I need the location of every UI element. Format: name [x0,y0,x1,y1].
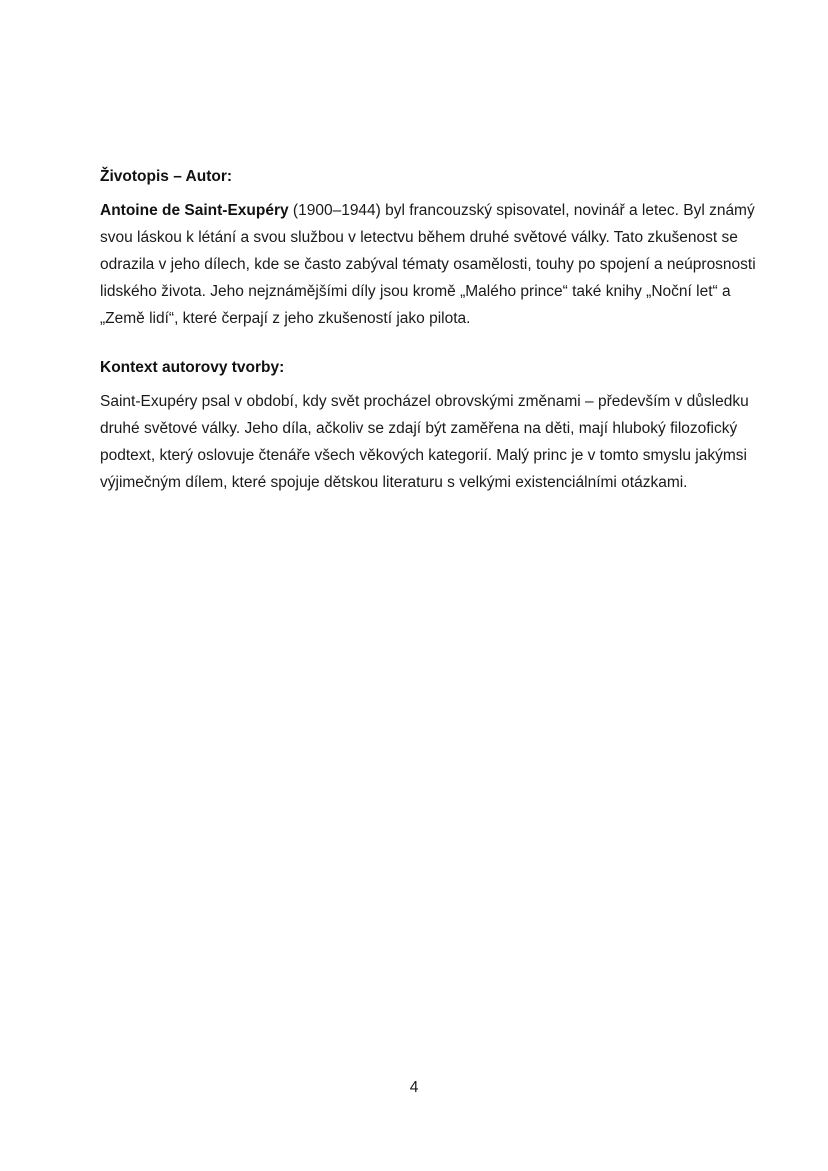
author-bio-text: (1900–1944) byl francouzský spisovatel, novinář a letec. Byl známý svou láskou k létání a svou službou v letectvu během druhé světové války. Tato zkušenost se odrazila v jeho dílech, kde se často zabýval tématy osamělosti, touhy po spojení a neúprosnosti lidského života. Jeho nejznámějšími díly jsou kromě „Malého prince“ také knihy „Noční let“ a „Země lidí“, které čerpají z jeho zkušeností jako pilota. [100,202,756,327]
paragraph-context: Saint-Exupéry psal v období, kdy svět procházel obrovskými změnami – především v důsledku druhé světové války. Jeho díla, ačkoliv se zdají být zaměřena na děti, mají hluboký filozofický podtext, který oslovuje čtenáře všech věkových kategorií. Malý princ je v tomto smyslu jakýmsi výjimečným dílem, které spojuje dětskou literaturu s velkými existenciálními otázkami. [100,393,749,491]
heading-zivotopis-autor: Životopis – Autor: [100,168,233,185]
document-body [100,163,768,518]
heading-kontext-tvorby: Kontext autorovy tvorby: [100,359,285,376]
page-number: 4 [409,1079,419,1096]
paragraph-author-bio [100,197,768,332]
author-name-bold: Antoine de Saint-Exupéry [100,202,289,219]
